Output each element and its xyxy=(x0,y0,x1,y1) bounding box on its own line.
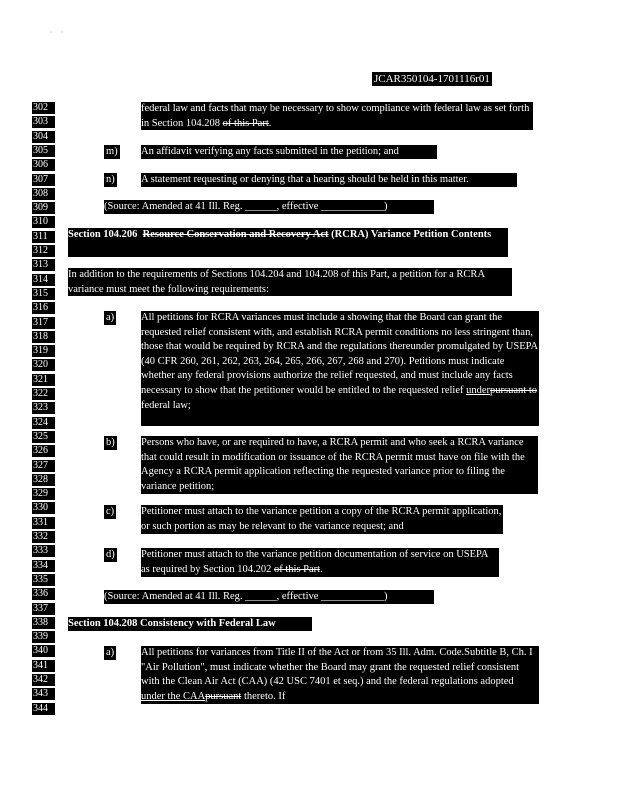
item-a-label: a) xyxy=(106,312,115,323)
source-note-2: (Source: Amended at 41 Ill. Reg. ______, effective ____________) xyxy=(104,590,434,604)
section-206-intro: In addition to the requirements of Sections 104.204 and 104.208 of this Part, a petition for a RCRA variance must meet the following requirements: xyxy=(68,268,512,296)
line-number: 337 xyxy=(32,603,55,615)
item-a-body: All petitions for RCRA variances must include a showing that the Board can grant the requested relief consistent with, and establish RCRA permit conditions no less stringent than, those that would be required by RCRA and the regulations thereunder promulgated by USEPA (40 CFR 260, 261, 262, 263, 264, 265, 266, 267, 268 and 270). Petitions must indicate whether any federal provisions authorize the relief requested, and must include any facts necessary to show that the petitioner would be entitled to the requested relief xyxy=(141,312,538,396)
line-number: 324 xyxy=(32,417,55,429)
inserted-text: under xyxy=(466,384,491,396)
item-b-label: b) xyxy=(106,437,115,448)
line-number: 305 xyxy=(32,145,55,157)
item-a-text xyxy=(141,311,539,426)
item-m-label: m) xyxy=(106,146,118,157)
line-number: 302 xyxy=(32,102,55,114)
line-number: 316 xyxy=(32,302,55,314)
line-number: 330 xyxy=(32,502,55,514)
item-d-text xyxy=(141,548,499,577)
line-number: 328 xyxy=(32,474,55,486)
line-number: 342 xyxy=(32,674,55,686)
line-number: 320 xyxy=(32,359,55,371)
line-number: 333 xyxy=(32,545,55,557)
section-104-208-heading: Section 104.208 Consistency with Federal Law xyxy=(68,617,312,631)
line-number: 335 xyxy=(32,574,55,586)
line-number: 312 xyxy=(32,245,55,257)
line-number: 323 xyxy=(32,402,55,414)
line-number: 318 xyxy=(32,331,55,343)
section-title: (RCRA) Variance Petition Contents xyxy=(331,229,492,240)
line-number: 329 xyxy=(32,488,55,500)
line-number: 310 xyxy=(32,216,55,228)
item-a2-text xyxy=(141,646,539,704)
line-number: 336 xyxy=(32,588,55,600)
line-number: 325 xyxy=(32,431,55,443)
source-note-1: (Source: Amended at 41 Ill. Reg. ______, effective ____________) xyxy=(104,200,434,214)
line-number: 334 xyxy=(32,560,55,572)
item-n-text: A statement requesting or denying that a hearing should be held in this matter. xyxy=(141,173,517,187)
line-number: 321 xyxy=(32,374,55,386)
line-number: 313 xyxy=(32,259,55,271)
struck-text: of this Part xyxy=(273,563,321,575)
item-n-label: n) xyxy=(106,174,115,185)
line-number: 319 xyxy=(32,345,55,357)
line-number: 306 xyxy=(32,159,55,171)
item-a2-body: All petitions for variances from Title II of the Act or from 35 Ill. Adm. Code.Subtitle B, Ch. I "Air Pollution", must indicate whether the Board may grant the requested relief consistent with the Clean Air Act (CAA) (42 USC 7401 et seq.) and the federal regulations adopted xyxy=(141,647,533,688)
line-number: 340 xyxy=(32,645,55,657)
document-id: JCAR350104-1701116r01 xyxy=(374,73,490,85)
line-number: 341 xyxy=(32,660,55,672)
line-number: 315 xyxy=(32,288,55,300)
paragraph-text: federal law and facts that may be necessary to show compliance with federal law as set forth in Section 104.208 xyxy=(141,103,530,129)
item-c-text: Petitioner must attach to the variance petition a copy of the RCRA permit application, or such portion as may be relevant to the variance request; and xyxy=(141,505,503,534)
section-104-206-heading xyxy=(68,228,508,257)
line-number: 344 xyxy=(32,703,55,715)
item-c-label: c) xyxy=(106,506,115,517)
line-number: 327 xyxy=(32,460,55,472)
item-m-text: An affidavit verifying any facts submitted in the petition; and xyxy=(141,145,437,159)
line-number: 309 xyxy=(32,202,55,214)
item-d-label: d) xyxy=(106,549,115,560)
item-d-end: . xyxy=(320,563,323,575)
paragraph-302 xyxy=(141,102,533,130)
line-number: 343 xyxy=(32,688,55,700)
line-number: 339 xyxy=(32,631,55,643)
item-a-end: federal law; xyxy=(141,399,191,411)
line-number: 311 xyxy=(32,231,55,243)
struck-text: pursuant xyxy=(205,690,242,702)
line-number: 331 xyxy=(32,517,55,529)
item-b-text: Persons who have, or are required to have, a RCRA permit and who seek a RCRA variance that could result in modification or issuance of the RCRA permit must have on file with the Agency a RCRA permit application reflecting the requested variance prior to filing the variance petition; xyxy=(141,436,538,494)
line-number: 314 xyxy=(32,274,55,286)
paragraph-end: . xyxy=(268,117,272,129)
line-number: 338 xyxy=(32,617,55,629)
line-number: 317 xyxy=(32,317,55,329)
line-number: 303 xyxy=(32,116,55,128)
scan-speck: · · xyxy=(50,28,64,37)
inserted-text: under the CAA xyxy=(141,690,206,702)
line-number: 332 xyxy=(32,531,55,543)
struck-text: pursuant to xyxy=(490,384,537,396)
line-number: 308 xyxy=(32,188,55,200)
line-number: 304 xyxy=(32,131,55,143)
section-number: Section 104.206 xyxy=(68,229,138,240)
item-a2-label: a) xyxy=(106,647,115,658)
item-d-body: Petitioner must attach to the variance petition documentation of service on USEPA as required by Section 104.202 xyxy=(141,549,488,575)
line-number: 307 xyxy=(32,174,55,186)
struck-text: of this Part xyxy=(222,117,269,129)
line-number: 322 xyxy=(32,388,55,400)
item-a2-end: thereto. If xyxy=(243,690,286,702)
line-number: 326 xyxy=(32,445,55,457)
struck-heading-text: Resource Conservation and Recovery Act xyxy=(142,229,329,240)
